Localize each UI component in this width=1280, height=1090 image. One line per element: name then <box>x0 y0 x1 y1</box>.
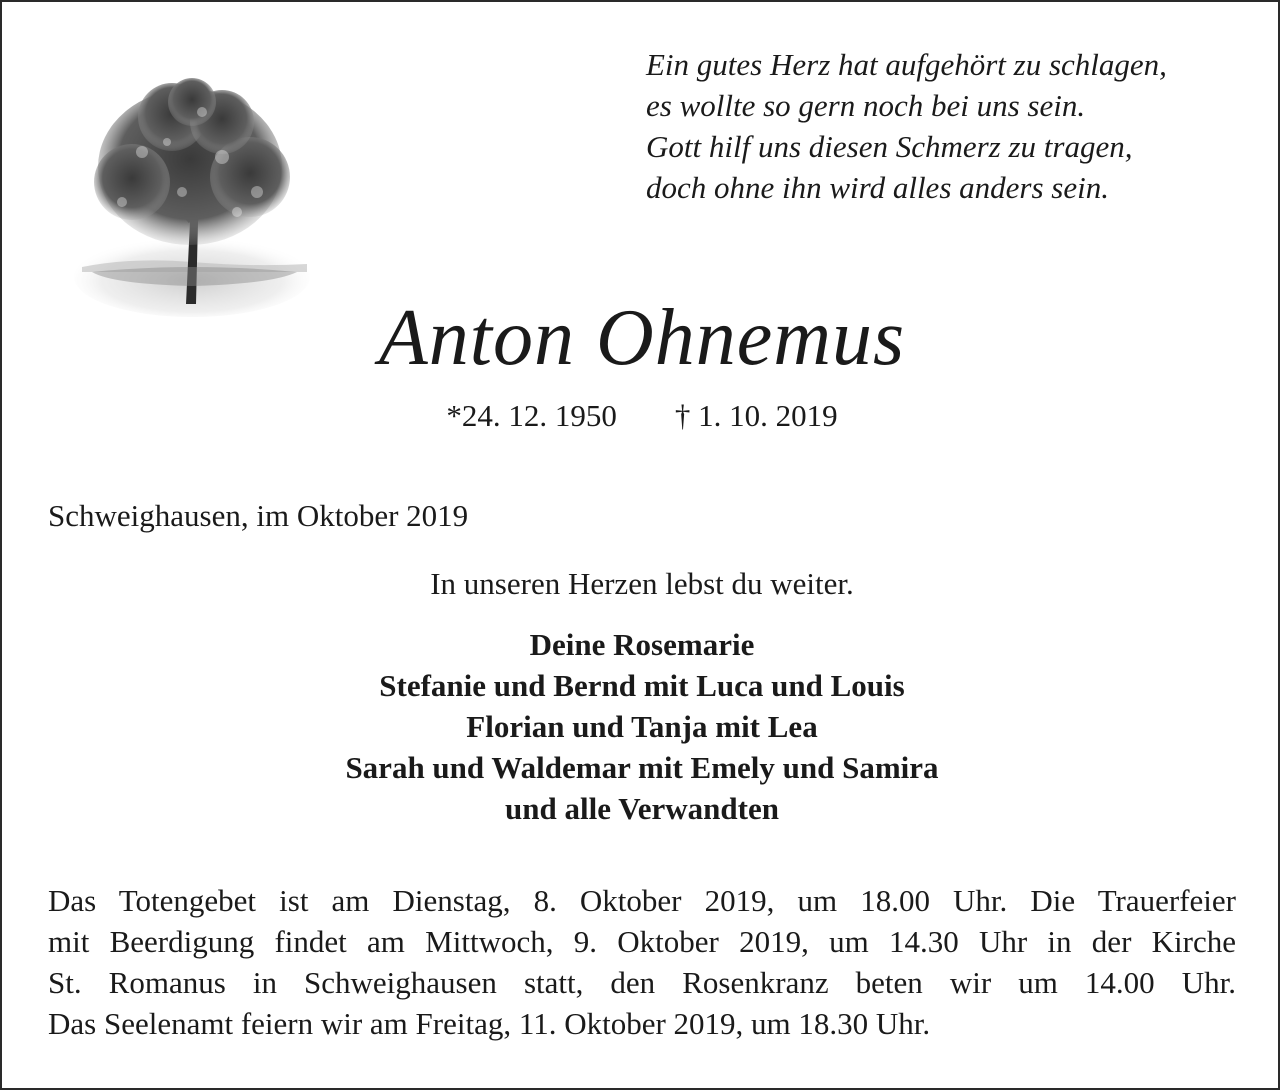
place-and-date: Schweighausen, im Oktober 2019 <box>48 498 469 533</box>
mourner-line: Sarah und Waldemar mit Emely und Samira <box>345 750 939 785</box>
notice-line: Das Totengebet ist am Dienstag, 8. Oktober 2019, um 18.00 Uhr. Die Trauerfeier <box>48 883 1236 918</box>
notice-line: mit Beerdigung findet am Mittwoch, 9. Oktober 2019, um 14.30 Uhr in der Kirche <box>48 924 1236 959</box>
poem-line: Ein gutes Herz hat aufgehört zu schlagen, <box>646 47 1167 82</box>
poem-line: es wollte so gern noch bei uns sein. <box>646 88 1086 123</box>
memorial-motto: In unseren Herzen lebst du weiter. <box>430 566 854 601</box>
mourner-line: Stefanie und Bernd mit Luca und Louis <box>379 668 905 703</box>
mourner-line: Florian und Tanja mit Lea <box>466 709 818 744</box>
mourner-line: Deine Rosemarie <box>529 627 755 662</box>
tree-image <box>72 72 312 322</box>
mourners-list <box>2 624 1280 829</box>
deceased-name: Anton Ohnemus <box>378 294 906 382</box>
life-dates <box>2 396 1280 436</box>
memorial-poem <box>646 44 1266 208</box>
birth-date: *24. 12. 1950 <box>446 398 617 433</box>
poem-line: Gott hilf uns diesen Schmerz zu tragen, <box>646 129 1133 164</box>
mourner-line: und alle Verwandten <box>505 791 779 826</box>
death-date: † 1. 10. 2019 <box>674 398 838 433</box>
poem-line: doch ohne ihn wird alles anders sein. <box>646 170 1109 205</box>
notice-line: St. Romanus in Schweighausen statt, den Rosenkranz beten wir um 14.00 Uhr. <box>48 965 1236 1000</box>
notice-line: Das Seelenamt feiern wir am Freitag, 11. Oktober 2019, um 18.30 Uhr. <box>48 1006 931 1041</box>
service-notice <box>48 880 1236 1044</box>
